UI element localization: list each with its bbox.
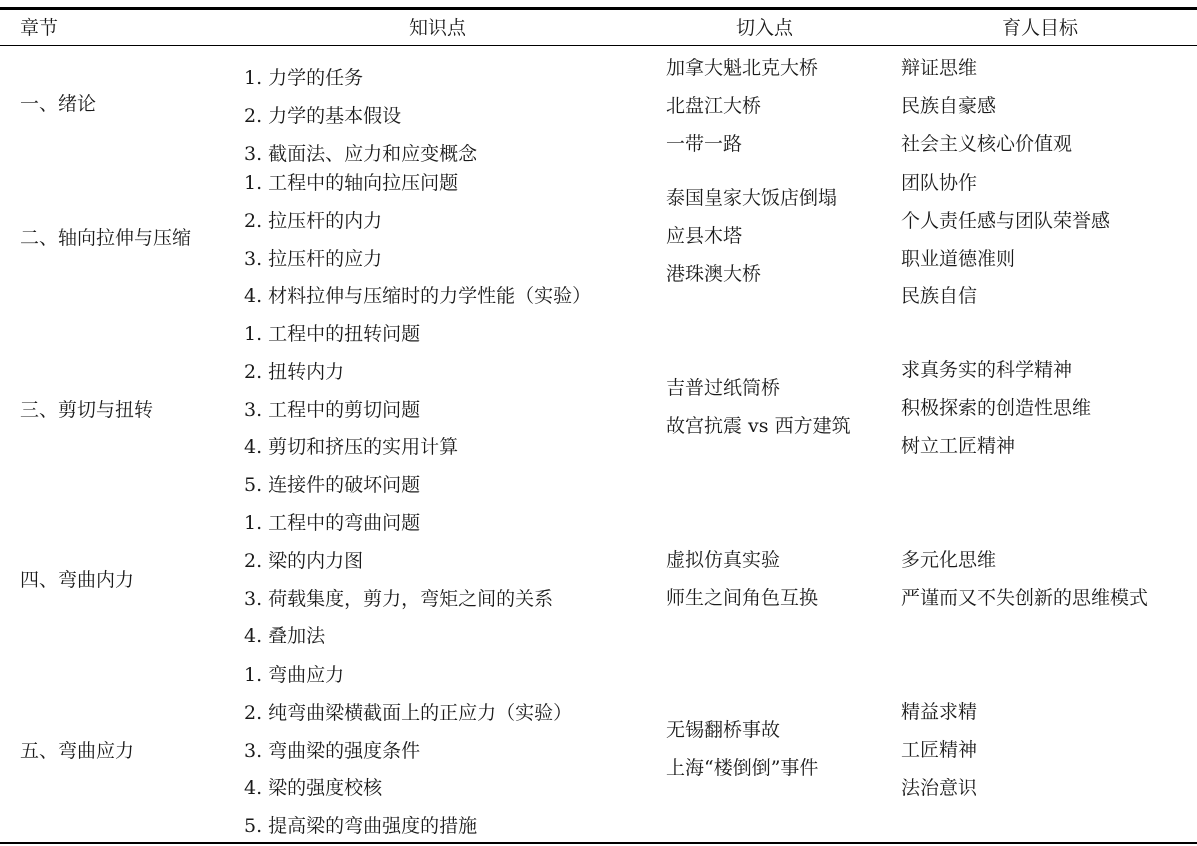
goal-item: 个人责任感与团队荣誉感 <box>901 209 1111 232</box>
entry-item: 一带一路 <box>666 132 743 155</box>
knowledge-item: 5. 提高梁的弯曲强度的措施 <box>244 815 478 838</box>
entry-item: 吉普过纸筒桥 <box>666 377 781 399</box>
header-knowledge: 知识点 <box>409 17 467 39</box>
goal-item: 精益求精 <box>901 701 978 723</box>
goal-item: 工匠精神 <box>901 738 978 761</box>
education-goals <box>901 352 1091 465</box>
entry-item: 加拿大魁北克大桥 <box>666 57 819 79</box>
entry-item: 上海“楼倒倒”事件 <box>666 756 819 779</box>
chapter-cell: 一、绪论 <box>20 93 97 115</box>
entry-points <box>666 180 837 293</box>
entry-item: 港珠澳大桥 <box>666 262 762 285</box>
goal-item: 团队协作 <box>901 172 978 194</box>
header-entry: 切入点 <box>736 17 794 39</box>
knowledge-points <box>244 60 477 173</box>
goal-item: 积极探索的创造性思维 <box>901 396 1092 419</box>
goal-item: 法治意识 <box>901 776 978 799</box>
table-top-rule <box>0 7 1197 10</box>
education-goals <box>901 165 1110 316</box>
entry-item: 师生之间角色互换 <box>666 586 819 609</box>
goal-item: 求真务实的科学精神 <box>901 359 1073 381</box>
goal-item: 社会主义核心价值观 <box>901 132 1073 155</box>
knowledge-item: 1. 弯曲应力 <box>244 664 345 686</box>
knowledge-item: 5. 连接件的破坏问题 <box>244 474 421 497</box>
knowledge-item: 4. 剪切和挤压的实用计算 <box>244 436 459 459</box>
chapter-cell: 四、弯曲内力 <box>20 569 135 591</box>
knowledge-item: 1. 工程中的扭转问题 <box>244 323 421 345</box>
entry-item: 虚拟仿真实验 <box>666 549 781 571</box>
knowledge-item: 1. 工程中的轴向拉压问题 <box>244 172 459 194</box>
entry-points <box>666 50 818 163</box>
knowledge-item: 1. 工程中的弯曲问题 <box>244 512 421 534</box>
education-goals <box>901 50 1072 163</box>
knowledge-points <box>244 165 591 316</box>
goal-item: 民族自信 <box>901 285 978 308</box>
table-bottom-rule <box>0 842 1197 844</box>
chapter-cell: 五、弯曲应力 <box>20 740 135 762</box>
knowledge-item: 2. 扭转内力 <box>244 360 345 383</box>
knowledge-item: 1. 力学的任务 <box>244 67 364 89</box>
knowledge-item: 4. 梁的强度校核 <box>244 777 383 800</box>
header-goal: 育人目标 <box>1002 17 1079 39</box>
chapter-cell: 二、轴向拉伸与压缩 <box>20 227 192 249</box>
knowledge-item: 3. 截面法、应力和应变概念 <box>244 142 478 165</box>
goal-item: 职业道德准则 <box>901 247 1016 270</box>
goal-item: 严谨而又不失创新的思维模式 <box>901 586 1149 609</box>
entry-item: 故宫抗震 vs 西方建筑 <box>666 414 851 437</box>
entry-points <box>666 712 818 788</box>
knowledge-item: 2. 力学的基本假设 <box>244 104 402 127</box>
education-goals <box>901 694 977 807</box>
knowledge-points <box>244 316 458 505</box>
entry-item: 北盘江大桥 <box>666 94 762 117</box>
education-goals <box>901 542 1148 618</box>
goal-item: 多元化思维 <box>901 549 997 571</box>
header-chapter: 章节 <box>20 17 59 39</box>
knowledge-points <box>244 505 553 656</box>
goal-item: 辩证思维 <box>901 57 978 79</box>
knowledge-item: 4. 叠加法 <box>244 625 326 648</box>
knowledge-item: 3. 拉压杆的应力 <box>244 247 383 270</box>
knowledge-item: 2. 梁的内力图 <box>244 549 364 572</box>
entry-item: 应县木塔 <box>666 224 743 247</box>
goal-item: 树立工匠精神 <box>901 434 1016 457</box>
knowledge-item: 3. 弯曲梁的强度条件 <box>244 739 421 762</box>
goal-item: 民族自豪感 <box>901 94 997 117</box>
knowledge-item: 2. 拉压杆的内力 <box>244 209 383 232</box>
knowledge-item: 3. 工程中的剪切问题 <box>244 398 421 421</box>
entry-points <box>666 370 851 446</box>
entry-item: 无锡翻桥事故 <box>666 719 781 741</box>
chapter-cell: 三、剪切与扭转 <box>20 399 154 421</box>
table-header-rule <box>0 45 1197 46</box>
knowledge-item: 2. 纯弯曲梁横截面上的正应力（实验） <box>244 701 573 724</box>
entry-points <box>666 542 818 618</box>
knowledge-points <box>244 657 572 846</box>
knowledge-item: 4. 材料拉伸与压缩时的力学性能（实验） <box>244 285 592 308</box>
entry-item: 泰国皇家大饭店倒塌 <box>666 187 838 209</box>
knowledge-item: 3. 荷载集度，剪力，弯矩之间的关系 <box>244 587 554 610</box>
